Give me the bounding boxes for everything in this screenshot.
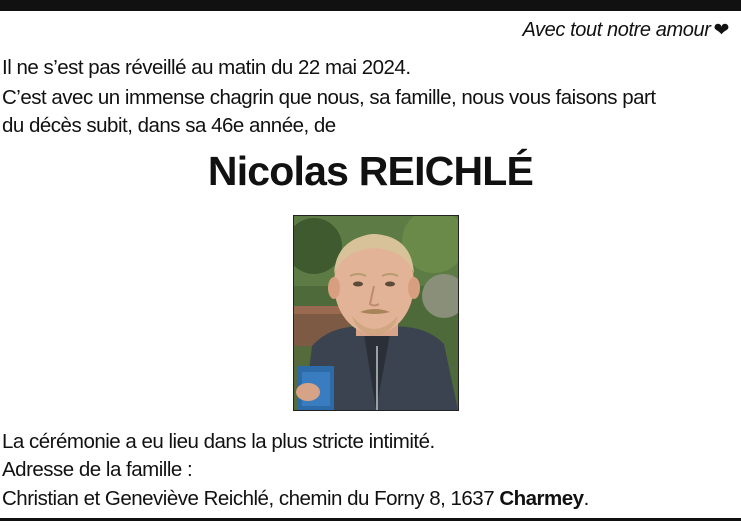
address-end: . [583,487,589,510]
bottom-rule [0,518,741,521]
deceased-name: Nicolas REICHLÉ [207,148,534,194]
intro-line-1: Il ne s’est pas réveillé au matin du 22 mai 2024. [2,56,411,79]
address-text: Christian et Geneviève Reichlé, chemin du Forny 8, 1637 [2,487,500,510]
top-rule [0,0,741,11]
address-line [2,487,589,511]
intro-line-2: C’est avec un immense chagrin que nous, sa famille, nous vous faisons part [2,86,656,109]
ceremony-line: La cérémonie a eu lieu dans la plus stricte intimité. [2,430,435,453]
tagline-text: Avec tout notre amour [522,19,711,41]
tagline [522,19,729,42]
portrait-photo [293,215,459,411]
heart-icon: ❤ [713,20,729,41]
address-label: Adresse de la famille : [2,458,193,481]
address-town: Charmey [499,487,584,510]
intro-line-3: du décès subit, dans sa 46e année, de [2,114,336,137]
